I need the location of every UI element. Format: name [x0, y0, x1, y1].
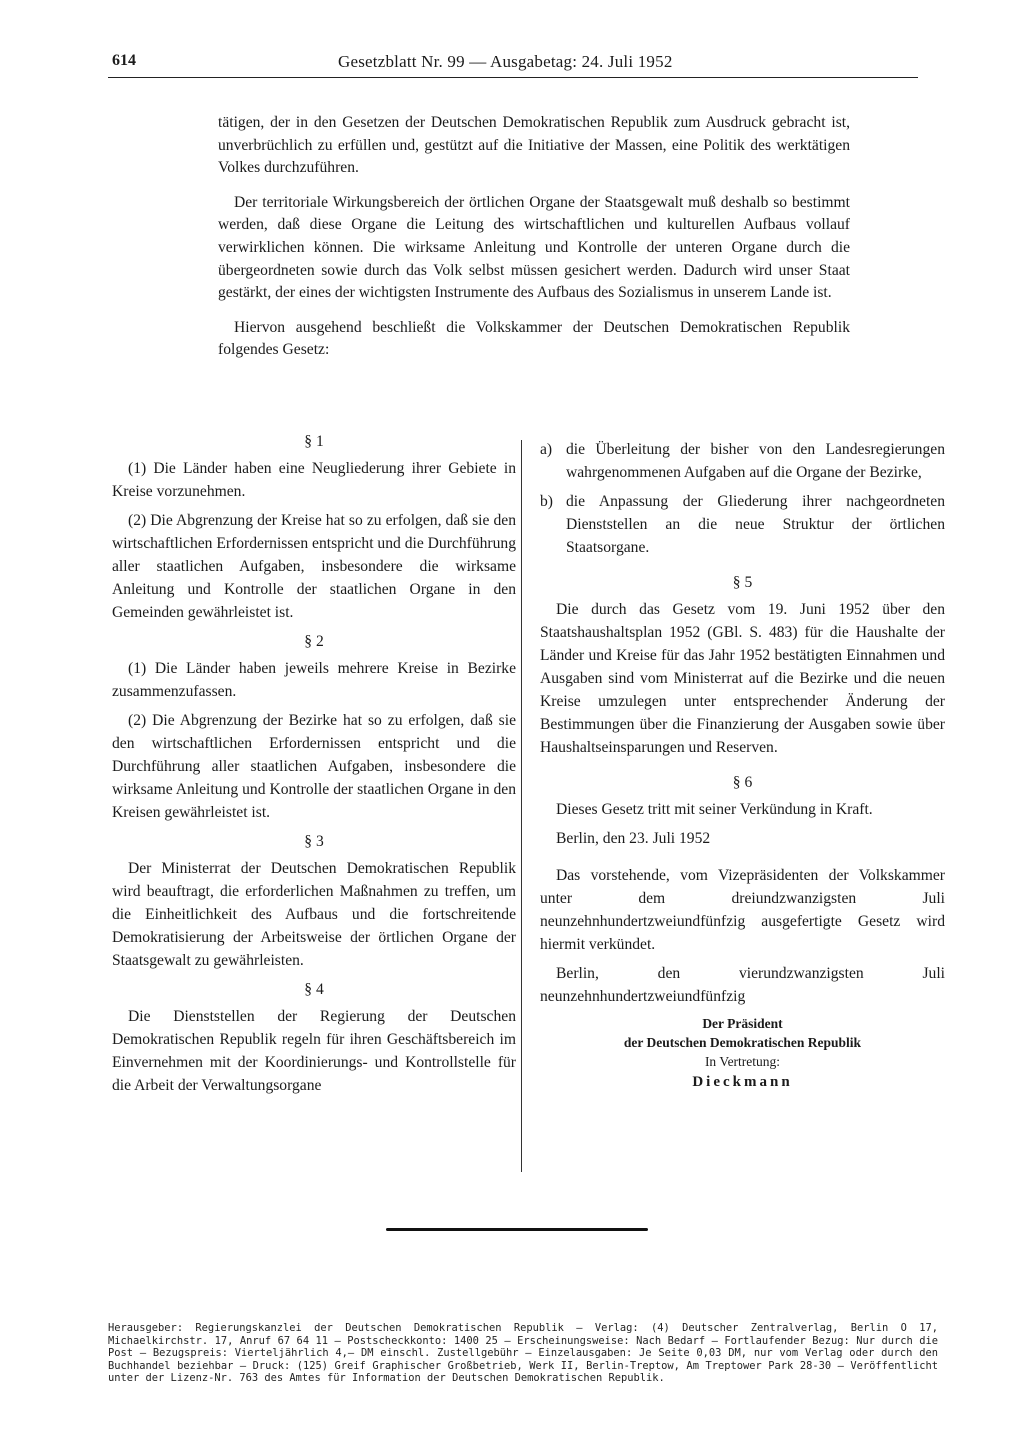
header-rule — [108, 77, 918, 78]
signature-line-2: der Deutschen Demokratischen Republik — [623, 1035, 862, 1050]
signature-line-3: In Vertretung: — [704, 1054, 781, 1069]
section-1-heading: § 1 — [304, 433, 324, 450]
promulgation-paragraph: Das vorstehende, vom Vizepräsidenten der Volkskammer unter dem dreiundzwanzigsten Juli neunzehnhundertzweiundfünfzig ausgefertigte Gesetz wird hiermit verkündet. — [540, 867, 945, 953]
signatory-name: Dieckmann — [692, 1074, 793, 1090]
list-item-b — [540, 490, 945, 559]
list-item-b-letter: b) — [540, 493, 553, 510]
column-divider — [521, 440, 522, 1172]
left-column — [112, 430, 516, 1103]
preamble — [218, 112, 850, 374]
section-5-paragraph-1: Die durch das Gesetz vom 19. Juni 1952 über den Staatshaushaltsplan 1952 (GBl. S. 483) für die Haushalte der Länder und Kreise für das Jahr 1952 bestätigten Einnahmen und Ausgaben sind vom Ministerrat auf die Bezirke und die neuen Kreise umzulegen unter entsprechender Änderung der Bestimmungen über die Finanzierung der Ausgaben sowie über Haushaltseinsparungen und Reserven. — [540, 601, 945, 756]
place-date-2: Berlin, den vierundzwanzigsten Juli neunzehnhundertzweiundfünfzig — [540, 965, 945, 1005]
section-3-heading: § 3 — [304, 833, 324, 850]
preamble-paragraph-3: Hiervon ausgehend beschließt die Volkskammer der Deutschen Demokratischen Republik folgendes Gesetz: — [218, 318, 850, 359]
preamble-paragraph-2: Der territoriale Wirkungsbereich der örtlichen Organe der Staatsgewalt muß deshalb so bestimmt werden, daß diese Organe die Leitung des wirtschaftlichen und kulturellen Aufbaus vollauf verwirklichen können. Die wirksame Anleitung und Kontrolle der unteren Organe durch die übergeordneten sowie durch das Volk selbst müssen gesichert werden. Dadurch wird unser Staat gestärkt, der eines der wichtigsten Instrumente des Aufbaus des Sozialismus in unserem Lande ist. — [218, 193, 850, 302]
publisher-imprint: Herausgeber: Regierungskanzlei der Deutschen Demokratischen Republik — Verlag: (4) Deutscher Zentralverlag, Berlin O 17, Michaelkirchstr. 17, Anruf 67 64 11 — Postscheckkonto: 1400 25 — Erscheinungsweise: Nach Bedarf — Fortlaufender Bezug: Nur durch die Post — Bezugspreis: Vierteljährlich 4,— DM einschl. Zustellgebühr — Einzelausgaben: Je Seite 0,03 DM, nur vom Verlag oder durch den Buchhandel beziehbar — Druck: (125) Greif Graphischer Großbetrieb, Werk II, Berlin-Treptow, Am Treptower Park 28-30 — Veröffentlicht unter der Lizenz-Nr. 763 des Amtes für Information der Deutschen Demokratischen Republik. — [108, 1322, 938, 1385]
section-4-heading: § 4 — [304, 981, 324, 998]
section-1-paragraph-1: (1) Die Länder haben eine Neugliederung ihrer Gebiete in Kreise vorzunehmen. — [112, 460, 516, 500]
preamble-paragraph-1: tätigen, der in den Gesetzen der Deutschen Demokratischen Republik zum Ausdruck gebracht ist, unverbrüchlich zu erfüllen und, gestützt auf die Initiative der Massen, eine Politik des werktätigen Volkes durchzuführen. — [218, 114, 850, 177]
section-1-paragraph-2: (2) Die Abgrenzung der Kreise hat so zu erfolgen, daß sie den wirtschaftlichen Erfordernissen entspricht und die Durchführung aller staatlichen Aufgaben, insbesondere die wirksame Anleitung und Kontrolle der staatlichen Organe in den Gemeinden gewährleistet ist. — [112, 512, 517, 621]
place-date-1: Berlin, den 23. Juli 1952 — [556, 830, 711, 847]
section-6-heading: § 6 — [732, 774, 753, 791]
footer-rule — [386, 1228, 648, 1231]
signature-line-1: Der Präsident — [702, 1016, 783, 1031]
list-item-a — [540, 438, 945, 484]
signature-block — [540, 1014, 945, 1092]
section-2-heading: § 2 — [304, 633, 324, 650]
section-2-paragraph-2: (2) Die Abgrenzung der Bezirke hat so zu erfolgen, daß sie den wirtschaftlichen Erfordernissen entspricht und die Durchführung aller staatlichen Aufgaben, insbesondere die wirksame Anleitung und Kontrolle der staatlichen Organe in den Kreisen gewährleistet ist. — [112, 712, 516, 821]
section-6-paragraph-1: Dieses Gesetz tritt mit seiner Verkündung in Kraft. — [556, 801, 873, 818]
section-4-paragraph-1: Die Dienststellen der Regierung der Deutschen Demokratischen Republik regeln für ihren Geschäftsbereich im Einvernehmen mit der Koordinierungs- und Kontrollstelle für die Arbeit der Verwaltungsorgane — [112, 1008, 516, 1094]
page-number: 614 — [112, 52, 136, 69]
list-item-b-text: die Anpassung der Gliederung ihrer nachgeordneten Dienststellen an die neue Struktur der örtlichen Staatsorgane. — [566, 493, 945, 556]
list-item-a-text: die Überleitung der bisher von den Landesregierungen wahrgenommenen Aufgaben auf die Organe der Bezirke, — [566, 441, 945, 481]
page-header-title: Gesetzblatt Nr. 99 — Ausgabetag: 24. Juli 1952 — [338, 52, 673, 71]
section-3-paragraph-1: Der Ministerrat der Deutschen Demokratischen Republik wird beauftragt, die erforderlichen Maßnahmen zu treffen, um die Einheitlichkeit des Aufbaus und die fortschreitende Demokratisierung der Arbeitsweise der örtlichen Organe der Staatsgewalt zu gewährleisten. — [112, 860, 516, 969]
section-2-paragraph-1: (1) Die Länder haben jeweils mehrere Kreise in Bezirke zusammenzufassen. — [112, 660, 516, 700]
section-5-heading: § 5 — [732, 574, 753, 591]
list-item-a-letter: a) — [540, 441, 553, 458]
right-column — [540, 438, 945, 1092]
